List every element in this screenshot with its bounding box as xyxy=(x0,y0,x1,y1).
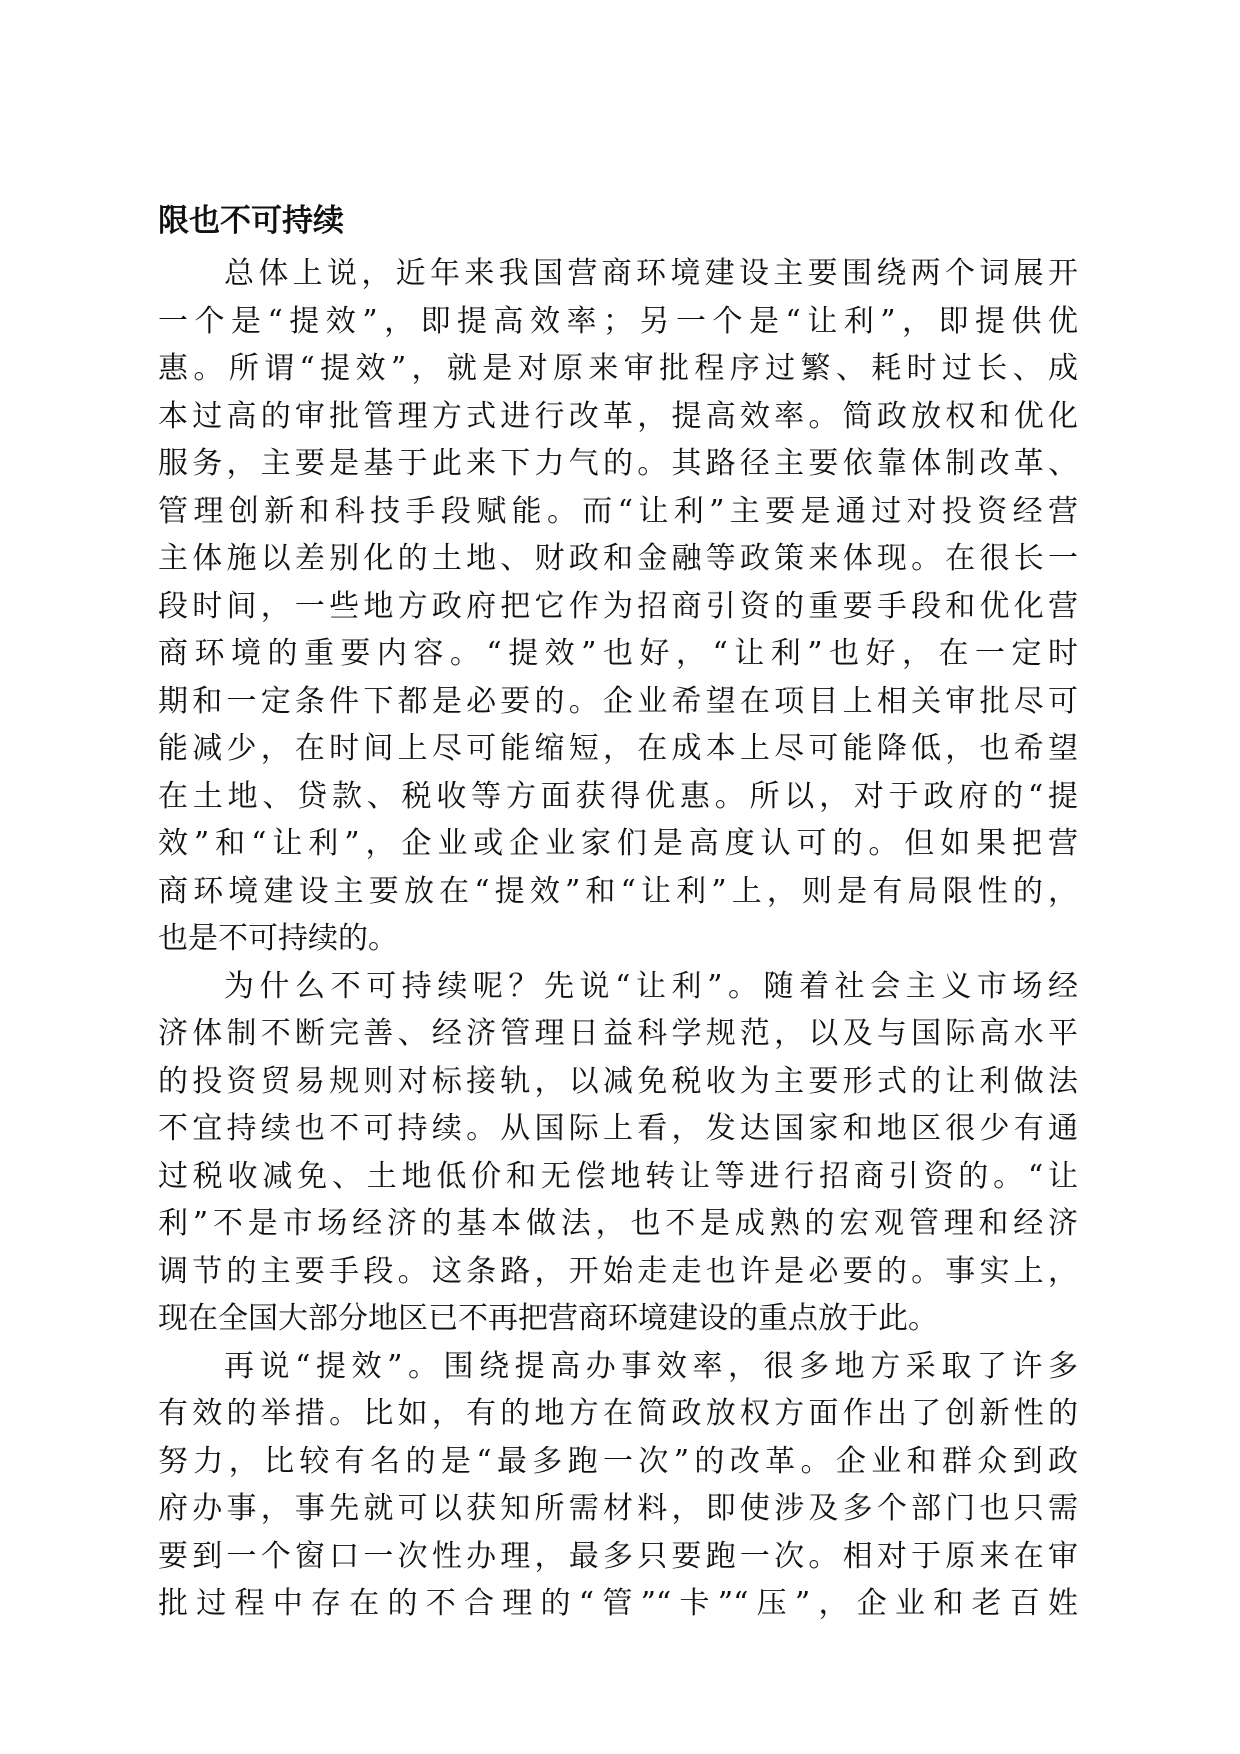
text-line: 不宜持续也不可持续。从国际上看，发达国家和地区很少有通 xyxy=(158,1111,1078,1146)
text-line: 调节的主要手段。这条路，开始走走也许是必要的。事实上， xyxy=(158,1253,1078,1289)
text-line: 商环境建设主要放在“提效”和“让利”上，则是有局限性的， xyxy=(158,873,1078,909)
text-line: 在土地、贷款、税收等方面获得优惠。所以，对于政府的“提 xyxy=(158,778,1078,814)
text-line: 本过高的审批管理方式进行改革，提高效率。简政放权和优化 xyxy=(158,398,1078,434)
text-line: 现在全国大部分地区已不再把营商环境建设的重点放于此。 xyxy=(158,1301,938,1336)
text-line: 济体制不断完善、经济管理日益科学规范，以及与国际高水平 xyxy=(158,1016,1078,1051)
text-line: 期和一定条件下都是必要的。企业希望在项目上相关审批尽可 xyxy=(158,683,1078,719)
text-line: 能减少，在时间上尽可能缩短，在成本上尽可能降低，也希望 xyxy=(158,731,1078,766)
text-line: 的投资贸易规则对标接轨，以减免税收为主要形式的让利做法 xyxy=(158,1063,1078,1099)
text-line: 过税收减免、土地低价和无偿地转让等进行招商引资的。“让 xyxy=(158,1158,1078,1194)
text-line: 要到一个窗口一次性办理，最多只要跑一次。相对于原来在审 xyxy=(158,1538,1078,1574)
text-line: 再说“提效”。围绕提高办事效率，很多地方采取了许多 xyxy=(224,1348,1078,1384)
text-line: 府办事，事先就可以获知所需材料，即使涉及多个部门也只需 xyxy=(158,1491,1078,1526)
text-line: 为什么不可持续呢？先说“让利”。随着社会主义市场经 xyxy=(224,968,1078,1004)
text-line: 努力，比较有名的是“最多跑一次”的改革。企业和群众到政 xyxy=(158,1443,1078,1479)
text-line: 商环境的重要内容。“提效”也好，“让利”也好，在一定时 xyxy=(158,636,1078,671)
body-text xyxy=(158,250,1078,1628)
text-line: 批过程中存在的不合理的“管”“卡”“压”，企业和老百姓 xyxy=(158,1586,1078,1621)
text-line: 惠。所谓“提效”，就是对原来审批程序过繁、耗时过长、成 xyxy=(158,351,1078,386)
text-line: 也是不可持续的。 xyxy=(158,921,398,956)
text-line: 一个是“提效”，即提高效率；另一个是“让利”，即提供优 xyxy=(158,303,1078,339)
text-line: 总体上说，近年来我国营商环境建设主要围绕两个词展开 xyxy=(224,256,1078,291)
text-line: 主体施以差别化的土地、财政和金融等政策来体现。在很长一 xyxy=(158,541,1078,576)
text-line: 服务，主要是基于此来下力气的。其路径主要依靠体制改革、 xyxy=(158,446,1078,481)
text-line: 利”不是市场经济的基本做法，也不是成熟的宏观管理和经济 xyxy=(158,1206,1078,1241)
text-line: 管理创新和科技手段赋能。而“让利”主要是通过对投资经营 xyxy=(158,493,1078,529)
text-line: 段时间，一些地方政府把它作为招商引资的重要手段和优化营 xyxy=(158,588,1078,624)
section-heading: 限也不可持续 xyxy=(158,203,344,239)
text-line: 有效的举措。比如，有的地方在简政放权方面作出了创新性的 xyxy=(158,1396,1078,1431)
text-line: 效”和“让利”，企业或企业家们是高度认可的。但如果把营 xyxy=(158,826,1078,861)
